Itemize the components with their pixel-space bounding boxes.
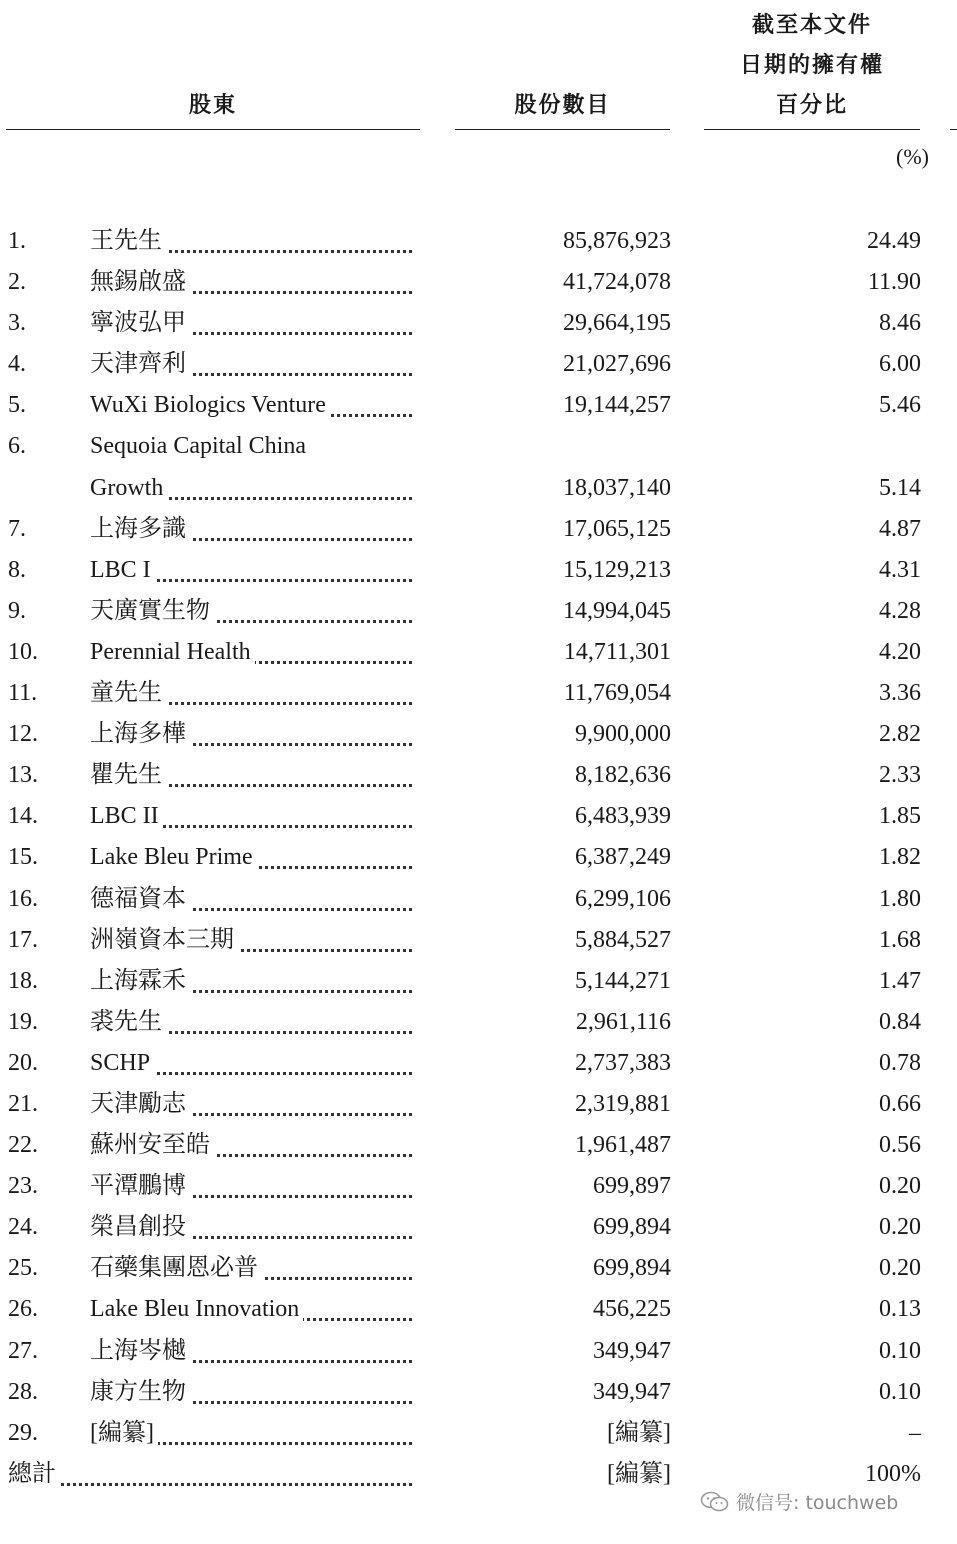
table-row — [0, 426, 957, 467]
dot-leader — [8, 1483, 412, 1486]
table-row — [0, 879, 957, 920]
row-number: 21. — [8, 1090, 38, 1117]
share-count: 349,947 — [593, 1378, 671, 1405]
ownership-percentage: 0.56 — [879, 1132, 921, 1159]
share-count: 6,483,939 — [575, 803, 671, 830]
share-count: 9,900,000 — [575, 721, 671, 748]
row-number: 11. — [8, 680, 38, 707]
row-number: 16. — [8, 885, 38, 912]
share-count: 2,319,881 — [575, 1090, 671, 1117]
shareholder-name: LBC I — [90, 550, 412, 591]
table-row — [0, 920, 957, 961]
shareholder-name: 康方生物 — [90, 1372, 412, 1413]
table-row — [0, 1413, 957, 1454]
watermark — [700, 1488, 898, 1515]
share-count: 18,037,140 — [563, 474, 671, 501]
share-count: 14,994,045 — [563, 597, 671, 624]
share-count: 41,724,078 — [563, 269, 671, 296]
shareholder-name: 無錫啟盛 — [90, 262, 412, 303]
row-number: 12. — [8, 721, 38, 748]
table-row — [0, 632, 957, 673]
shareholder-name: 上海多樺 — [90, 714, 412, 755]
shareholder-name: 上海多識 — [90, 509, 412, 550]
row-number: 6. — [8, 433, 26, 460]
table-row — [0, 550, 957, 591]
row-number: 7. — [8, 515, 26, 542]
ownership-percentage: 8.46 — [879, 310, 921, 337]
shareholder-name: 上海岑樾 — [90, 1331, 412, 1372]
share-count: 1,961,487 — [575, 1132, 671, 1159]
ownership-percentage: 0.78 — [879, 1049, 921, 1076]
share-count: 699,894 — [593, 1255, 671, 1282]
percent-header-line-3: 百分比 — [775, 93, 848, 118]
table-row — [0, 1043, 957, 1084]
shareholder-name: 王先生 — [90, 221, 412, 262]
share-count: 699,894 — [593, 1214, 671, 1241]
table-row — [0, 344, 957, 385]
next-column-rule-fragment — [950, 129, 957, 130]
shareholder-name: SCHP — [90, 1043, 412, 1084]
row-number: 24. — [8, 1214, 38, 1241]
share-count: 349,947 — [593, 1337, 671, 1364]
shareholder-name: 蘇州安至皓 — [90, 1125, 412, 1166]
percent-header-line-2: 日期的擁有權 — [739, 53, 884, 78]
share-count: 19,144,257 — [563, 392, 671, 419]
share-count: 2,737,383 — [575, 1049, 671, 1076]
ownership-percentage: 0.20 — [879, 1214, 921, 1241]
shareholder-name: 童先生 — [90, 673, 412, 714]
row-number: 20. — [8, 1049, 38, 1076]
share-count: 5,144,271 — [575, 967, 671, 994]
table-row — [0, 673, 957, 714]
ownership-percentage: 0.84 — [879, 1008, 921, 1035]
shareholder-name: WuXi Biologics Venture — [90, 385, 412, 426]
row-number: 8. — [8, 556, 26, 583]
share-count: 699,897 — [593, 1173, 671, 1200]
ownership-percentage: 11.90 — [867, 269, 921, 296]
row-number: 29. — [8, 1419, 38, 1446]
percent-column-header — [704, 6, 920, 126]
row-number: 18. — [8, 967, 38, 994]
shareholder-name: Perennial Health — [90, 632, 412, 673]
shareholder-name: Sequoia Capital China — [90, 426, 412, 467]
share-count: 17,065,125 — [563, 515, 671, 542]
ownership-percentage: 0.13 — [879, 1296, 921, 1323]
ownership-percentage: 0.20 — [879, 1255, 921, 1282]
shareholder-name: 寧波弘甲 — [90, 303, 412, 344]
percent-header-rule — [704, 129, 920, 130]
share-count: [編纂] — [607, 1419, 671, 1446]
share-count: 29,664,195 — [563, 310, 671, 337]
ownership-percentage: 6.00 — [879, 351, 921, 378]
table-row — [0, 714, 957, 755]
ownership-percentage: 0.10 — [879, 1378, 921, 1405]
table-row — [0, 1207, 957, 1248]
ownership-percentage: 1.80 — [879, 885, 921, 912]
row-number: 28. — [8, 1378, 38, 1405]
table-row — [0, 1002, 957, 1043]
table-row — [0, 385, 957, 426]
ownership-percentage: 2.33 — [879, 762, 921, 789]
ownership-percentage: 4.28 — [879, 597, 921, 624]
table-row — [0, 1289, 957, 1330]
share-count: 6,299,106 — [575, 885, 671, 912]
ownership-percentage: 100% — [865, 1460, 921, 1487]
ownership-percentage: 24.49 — [867, 228, 921, 254]
shareholder-name: Lake Bleu Prime — [90, 837, 412, 878]
percent-unit-label: (%) — [896, 144, 929, 169]
shareholder-name: 天津勵志 — [90, 1084, 412, 1125]
shares-header-rule — [455, 129, 670, 130]
table-row — [0, 1084, 957, 1125]
shareholder-name: 總計 — [8, 1454, 412, 1495]
share-count: 6,387,249 — [575, 844, 671, 871]
shareholder-header-rule — [6, 129, 420, 130]
row-number: 10. — [8, 638, 38, 665]
share-count: 15,129,213 — [563, 556, 671, 583]
table-row — [0, 468, 957, 509]
ownership-percentage: 2.82 — [879, 721, 921, 748]
row-number: 27. — [8, 1337, 38, 1364]
table-row — [0, 1331, 957, 1372]
share-count: 456,225 — [593, 1296, 671, 1323]
ownership-percentage: – — [909, 1419, 921, 1446]
shareholder-name: 上海霖禾 — [90, 961, 412, 1002]
share-count: 8,182,636 — [575, 762, 671, 789]
shares-column-header: 股份數目 — [514, 93, 611, 118]
ownership-percentage: 4.87 — [879, 515, 921, 542]
shareholder-column-header: 股東 — [188, 93, 237, 118]
ownership-percentage: 5.14 — [879, 474, 921, 501]
shareholder-name: 天津齊利 — [90, 344, 412, 385]
table-row — [0, 221, 957, 262]
share-count: 11,769,054 — [563, 680, 671, 707]
ownership-percentage: 1.82 — [879, 844, 921, 871]
shareholder-name: 德福資本 — [90, 879, 412, 920]
ownership-percentage: 1.68 — [879, 926, 921, 953]
table-row — [0, 961, 957, 1002]
row-number: 23. — [8, 1173, 38, 1200]
ownership-percentage: 0.20 — [879, 1173, 921, 1200]
row-number: 22. — [8, 1132, 38, 1159]
share-count: 14,711,301 — [563, 638, 671, 665]
share-count: 21,027,696 — [563, 351, 671, 378]
shareholder-name: LBC II — [90, 796, 412, 837]
table-row — [0, 262, 957, 303]
ownership-percentage: 0.10 — [879, 1337, 921, 1364]
table-row — [0, 1166, 957, 1207]
shareholder-name: Lake Bleu Innovation — [90, 1289, 412, 1330]
row-number: 13. — [8, 762, 38, 789]
row-number: 14. — [8, 803, 38, 830]
row-number: 9. — [8, 597, 26, 624]
ownership-percentage: 5.46 — [879, 392, 921, 419]
shareholder-name: 榮昌創投 — [90, 1207, 412, 1248]
shareholder-name: 裘先生 — [90, 1002, 412, 1043]
shareholder-name: 天廣實生物 — [90, 591, 412, 632]
shareholder-name: 瞿先生 — [90, 755, 412, 796]
wechat-icon — [700, 1490, 730, 1514]
share-count: 2,961,116 — [575, 1008, 671, 1035]
table-row — [0, 303, 957, 344]
shareholder-name: 平潭鵬博 — [90, 1166, 412, 1207]
row-number: 25. — [8, 1255, 38, 1282]
ownership-percentage: 0.66 — [879, 1090, 921, 1117]
ownership-percentage: 4.20 — [879, 638, 921, 665]
table-row — [0, 796, 957, 837]
row-number: 17. — [8, 926, 38, 953]
shareholder-name: [編纂] — [90, 1413, 412, 1454]
table-row — [0, 591, 957, 632]
table-row — [0, 837, 957, 878]
row-number: 2. — [8, 269, 26, 296]
percent-header-line-1: 截至本文件 — [751, 13, 872, 38]
ownership-percentage: 1.85 — [879, 803, 921, 830]
row-number: 19. — [8, 1008, 38, 1035]
table-row — [0, 1125, 957, 1166]
row-number: 4. — [8, 351, 26, 378]
table-row — [0, 509, 957, 550]
ownership-percentage: 3.36 — [879, 680, 921, 707]
row-number: 3. — [8, 310, 26, 337]
row-number: 15. — [8, 844, 38, 871]
shareholder-name: 石藥集團恩必普 — [90, 1248, 412, 1289]
share-count: [編纂] — [607, 1460, 671, 1487]
row-number: 26. — [8, 1296, 38, 1323]
shareholder-name: Growth — [90, 468, 412, 509]
ownership-percentage: 4.31 — [879, 556, 921, 583]
shareholder-name: 洲嶺資本三期 — [90, 920, 412, 961]
ownership-percentage: 1.47 — [879, 967, 921, 994]
table-row — [0, 1248, 957, 1289]
share-count: 85,876,923 — [563, 228, 671, 254]
watermark-text: 微信号: touchweb — [736, 1492, 899, 1514]
table-row — [0, 755, 957, 796]
row-number: 5. — [8, 392, 26, 419]
shareholder-table — [0, 221, 957, 1495]
share-count: 5,884,527 — [575, 926, 671, 953]
table-row — [0, 1372, 957, 1413]
row-number: 1. — [8, 228, 26, 254]
